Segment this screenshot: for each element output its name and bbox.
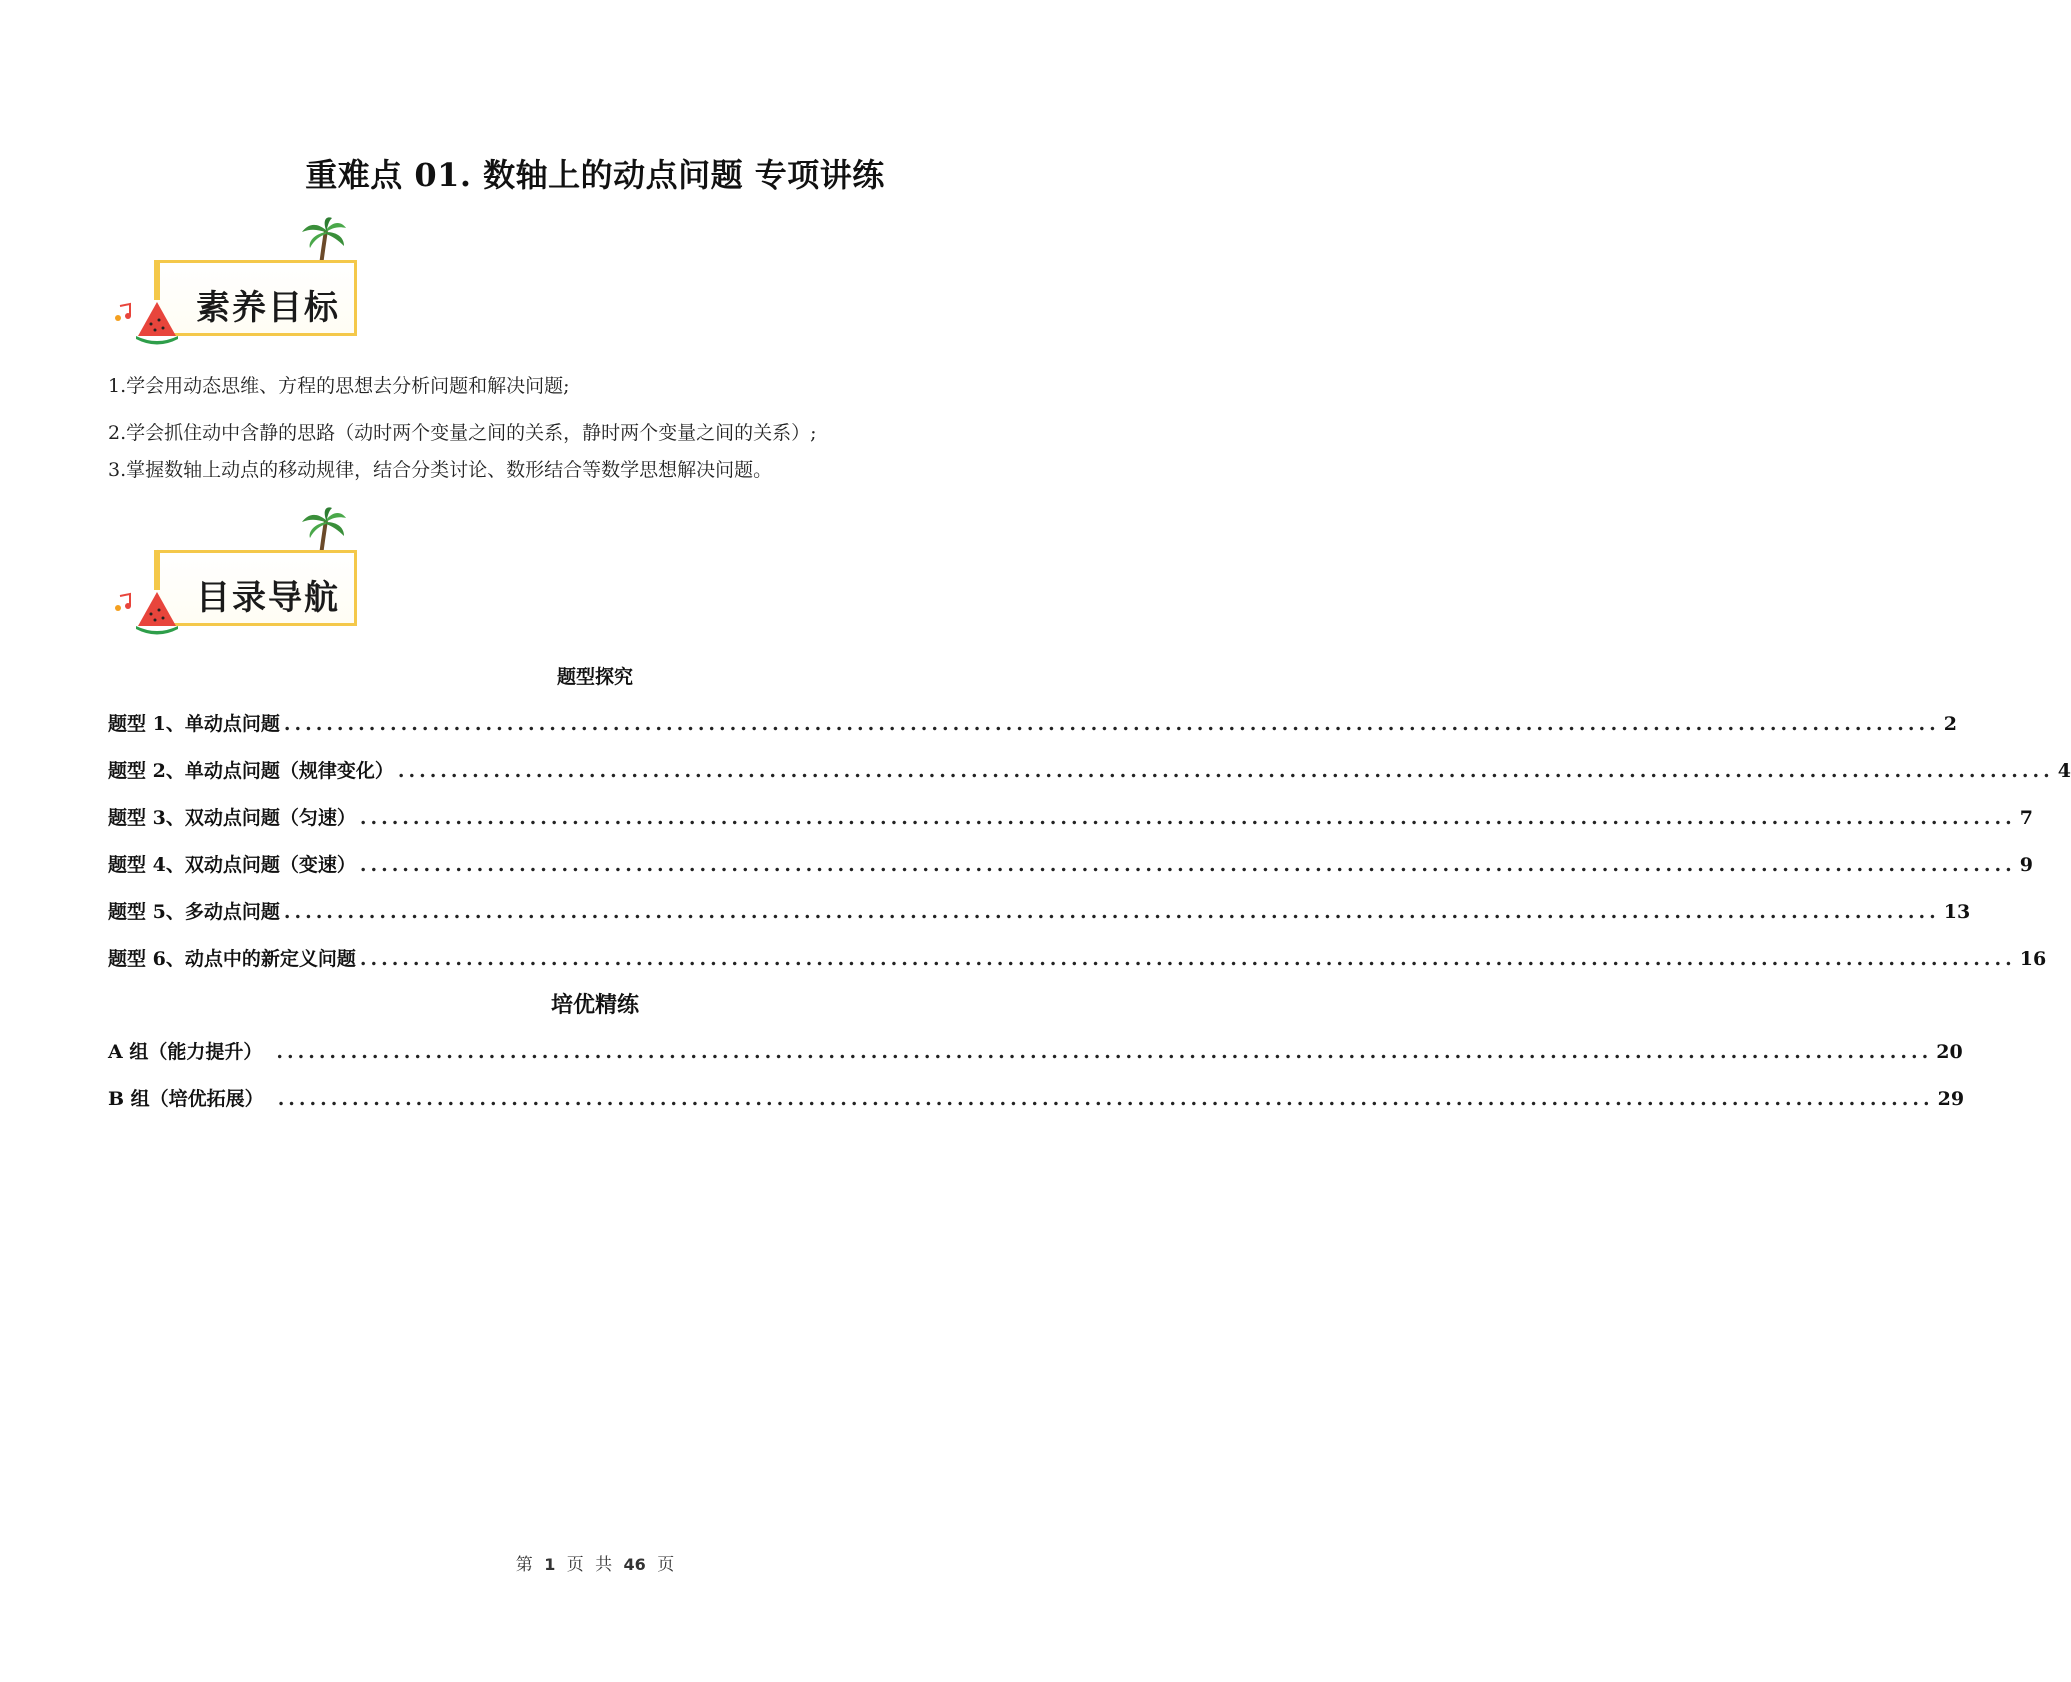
toc-entry-label: 题型 4、双动点问题（变速） <box>108 854 356 876</box>
music-note-icon <box>112 592 136 616</box>
footer-prefix: 第 <box>515 1555 533 1575</box>
toc-entry[interactable] <box>108 803 2033 830</box>
toc-leader-dots: ............................................................................................................................................................ <box>276 1041 1933 1063</box>
toc-leader-dots: ............................................................................................................................................................ <box>397 760 2054 782</box>
toc-entry-label: B 组（培优拓展） <box>108 1088 264 1110</box>
toc-banner <box>112 506 372 636</box>
toc-banner-text: 目录导航 <box>196 578 340 618</box>
toc-leader-dots: ............................................................................................................................................................ <box>359 948 2016 970</box>
toc-section-title: 培优精练 <box>550 992 639 1018</box>
toc-section-title: 题型探究 <box>556 666 633 688</box>
watermelon-icon <box>134 588 180 634</box>
toc-leader-dots: ............................................................................................................................................................ <box>277 1088 1934 1110</box>
toc-entry[interactable] <box>108 1084 1965 1111</box>
objective-1: 1.学会用动态思维、方程的思想去分析问题和解决问题; <box>108 375 570 397</box>
toc-entry-page: 13 <box>1943 901 1971 923</box>
toc-entry-label: 题型 3、双动点问题（匀速） <box>108 807 356 829</box>
footer-middle: 页 共 <box>566 1555 613 1575</box>
toc-entry-label: 题型 2、单动点问题（规律变化） <box>108 760 394 782</box>
toc-leader-dots: ............................................................................................................................................................ <box>359 854 2016 876</box>
toc-entry-page: 29 <box>1937 1088 1965 1110</box>
document-title: 重难点 01. 数轴上的动点问题 专项讲练 <box>305 156 885 194</box>
toc-entry-page: 7 <box>2019 807 2033 829</box>
toc-entry-label: A 组（能力提升） <box>108 1041 263 1063</box>
goals-banner <box>112 216 372 346</box>
music-note-icon <box>112 302 136 326</box>
toc-entry[interactable] <box>108 1037 1963 1064</box>
toc-entry-label: 题型 6、动点中的新定义问题 <box>108 948 356 970</box>
page-footer <box>0 1550 1190 1575</box>
toc-leader-dots: ............................................................................................................................................................ <box>283 901 1940 923</box>
toc-entry[interactable] <box>108 897 1971 924</box>
toc-entry-page: 4 <box>2057 760 2071 782</box>
toc-entry-page: 2 <box>1943 713 1957 735</box>
footer-total-pages: 46 <box>623 1555 646 1574</box>
footer-current-page: 1 <box>544 1555 556 1574</box>
goals-banner-text: 素养目标 <box>196 288 340 328</box>
toc-entry-label: 题型 5、多动点问题 <box>108 901 280 923</box>
toc-entry-label: 题型 1、单动点问题 <box>108 713 280 735</box>
objective-3: 3.掌握数轴上动点的移动规律，结合分类讨论、数形结合等数学思想解决问题。 <box>108 459 773 481</box>
toc-entry[interactable] <box>108 756 2071 783</box>
toc-leader-dots: ............................................................................................................................................................ <box>283 713 1940 735</box>
toc-entry[interactable] <box>108 850 2033 877</box>
objective-2: 2.学会抓住动中含静的思路（动时两个变量之间的关系，静时两个变量之间的关系）; <box>108 422 817 444</box>
watermelon-icon <box>134 298 180 344</box>
toc-entry-page: 9 <box>2019 854 2033 876</box>
toc-entry[interactable] <box>108 944 2047 971</box>
toc-entry[interactable] <box>108 709 1957 736</box>
toc-entry-page: 16 <box>2019 948 2047 970</box>
toc-leader-dots: ............................................................................................................................................................ <box>359 807 2016 829</box>
toc-entry-page: 20 <box>1936 1041 1963 1063</box>
footer-suffix: 页 <box>657 1555 675 1575</box>
